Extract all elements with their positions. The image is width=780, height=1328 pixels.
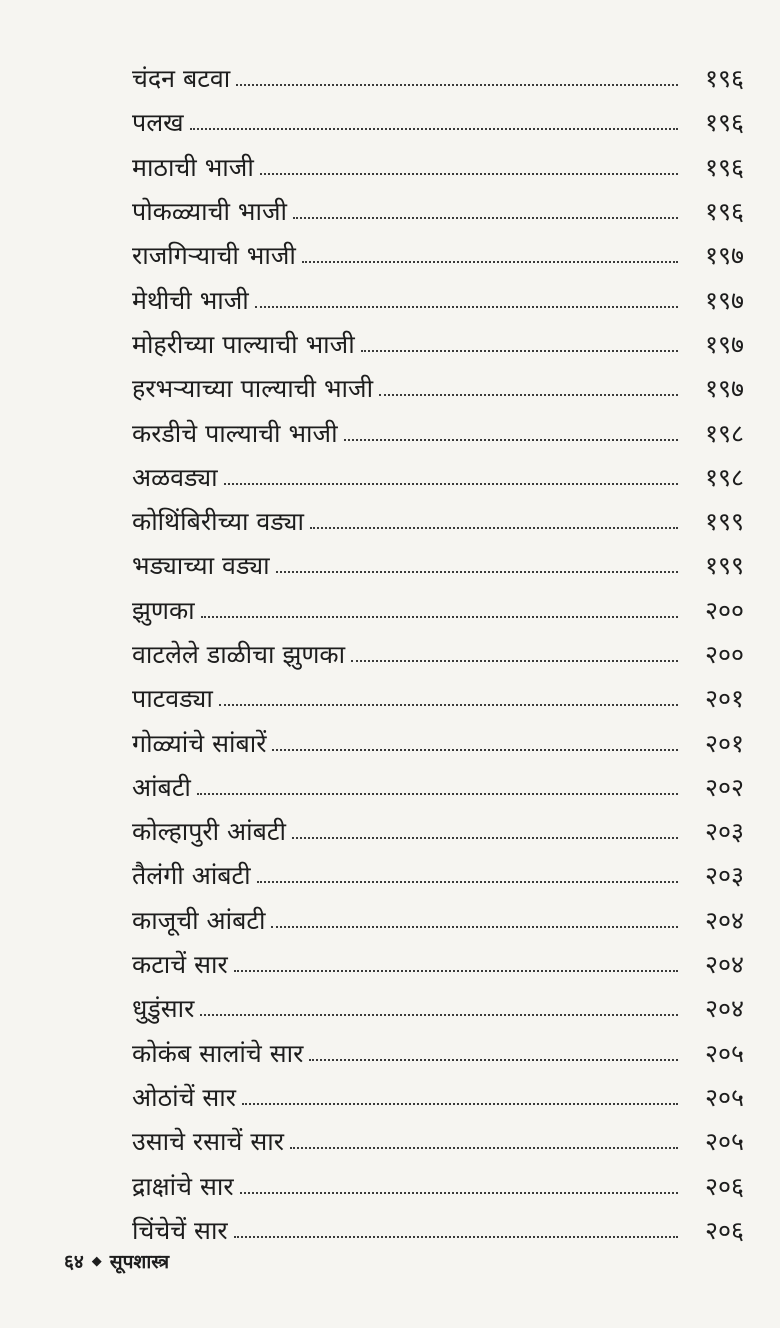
dot-leader [219, 704, 678, 706]
toc-entry-title: भड्याच्या वड्या [132, 551, 270, 581]
table-of-contents [132, 56, 744, 1252]
dot-leader [361, 350, 678, 352]
toc-entry-page-number: १९८ [704, 418, 744, 448]
dot-leader [190, 128, 678, 130]
toc-entry-page-number: १९६ [704, 64, 744, 94]
toc-entry-title: कोकंब सालांचे सार [132, 1038, 304, 1068]
toc-entry-page-number: २०६ [704, 1215, 744, 1245]
toc-entry-page-number: १९७ [704, 285, 744, 315]
toc-entry-title: चिंचेचें सार [132, 1215, 228, 1245]
toc-entry-title: मेथीची भाजी [132, 285, 249, 315]
toc-entry-title: पाटवड्या [132, 684, 213, 714]
toc-entry-page-number: २०१ [704, 684, 744, 714]
toc-entry [132, 986, 744, 1030]
toc-entry-title: राजगिऱ्याची भाजी [132, 241, 296, 271]
dot-leader [242, 1103, 678, 1105]
toc-entry-page-number: २०० [704, 595, 744, 625]
toc-entry [132, 56, 744, 100]
toc-entry-page-number: १९६ [704, 108, 744, 138]
toc-entry [132, 1208, 744, 1252]
toc-entry-title: काजूची आंबटी [132, 905, 266, 935]
toc-entry [132, 455, 744, 499]
dot-leader [271, 926, 678, 928]
toc-entry-page-number: १९७ [704, 241, 744, 271]
toc-entry-page-number: २०१ [704, 728, 744, 758]
dot-leader [236, 84, 678, 86]
dot-leader [272, 749, 678, 751]
toc-entry-title: पोकळ्याची भाजी [132, 197, 287, 227]
dot-leader [351, 660, 678, 662]
toc-entry-page-number: १९८ [704, 462, 744, 492]
toc-entry [132, 765, 744, 809]
toc-entry [132, 720, 744, 764]
toc-entry-page-number: २०५ [704, 1082, 744, 1112]
toc-entry [132, 100, 744, 144]
toc-entry-page-number: २०४ [704, 950, 744, 980]
toc-entry [132, 1031, 744, 1075]
toc-entry-title: मोहरीच्या पाल्याची भाजी [132, 329, 355, 359]
dot-leader [197, 793, 678, 795]
footer-page-number: ६४ [64, 1251, 84, 1273]
toc-entry-page-number: १९९ [704, 551, 744, 581]
toc-entry [132, 410, 744, 454]
toc-entry-page-number: १९९ [704, 507, 744, 537]
toc-entry [132, 233, 744, 277]
dot-leader [379, 394, 678, 396]
toc-entry [132, 632, 744, 676]
toc-entry-title: गोळ्यांचे सांबारें [132, 728, 267, 758]
toc-entry-page-number: २०४ [704, 994, 744, 1024]
toc-entry-title: चंदन बटवा [132, 64, 231, 94]
toc-entry-page-number: २०५ [704, 1038, 744, 1068]
toc-entry-page-number: २०३ [704, 861, 744, 891]
toc-entry [132, 277, 744, 321]
dot-leader [234, 1236, 678, 1238]
dot-leader [290, 1147, 678, 1149]
toc-entry-page-number: १९७ [704, 374, 744, 404]
dot-leader [293, 217, 678, 219]
dot-leader [260, 173, 678, 175]
toc-entry-title: उसाचे रसाचें सार [132, 1127, 284, 1157]
toc-entry-page-number: २०० [704, 640, 744, 669]
toc-entry [132, 499, 744, 543]
dot-leader [234, 970, 678, 972]
toc-entry [132, 898, 744, 942]
toc-entry-page-number: १९६ [704, 197, 744, 227]
toc-entry [132, 809, 744, 853]
toc-entry [132, 853, 744, 897]
toc-entry-title: कोथिंबिरीच्या वड्या [132, 507, 304, 537]
toc-entry-title: वाटलेले डाळीचा झुणका [132, 640, 346, 669]
toc-entry-page-number: २०५ [704, 1127, 744, 1157]
toc-entry [132, 1075, 744, 1119]
toc-entry [132, 543, 744, 587]
toc-entry-title: तैलंगी आंबटी [132, 861, 251, 891]
toc-entry [132, 366, 744, 410]
footer-book-title: सूपशास्त्र [109, 1251, 170, 1273]
toc-entry [132, 588, 744, 632]
toc-entry-title: आंबटी [132, 772, 191, 802]
toc-entry-title: धुडुंसार [132, 994, 195, 1024]
toc-entry [132, 322, 744, 366]
toc-entry-title: कटाचें सार [132, 950, 228, 980]
toc-entry-title: द्राक्षांचे सार [132, 1171, 234, 1201]
toc-entry-page-number: १९६ [704, 152, 744, 182]
toc-entry-title: माठाची भाजी [132, 152, 254, 182]
toc-entry [132, 1163, 744, 1207]
dot-leader [257, 881, 678, 883]
toc-entry-title: पलख [132, 108, 184, 138]
dot-leader [276, 571, 678, 573]
toc-entry [132, 189, 744, 233]
dot-leader [201, 616, 678, 618]
toc-entry-title: करडीचे पाल्याची भाजी [132, 418, 338, 448]
toc-entry-page-number: १९७ [704, 329, 744, 359]
dot-leader [310, 527, 678, 529]
toc-entry-page-number: २०४ [704, 905, 744, 935]
toc-entry [132, 1119, 744, 1163]
toc-entry-title: हरभऱ्याच्या पाल्याची भाजी [132, 374, 374, 404]
dot-leader [344, 439, 678, 441]
toc-entry-page-number: २०२ [704, 772, 744, 802]
toc-entry-title: कोल्हापुरी आंबटी [132, 817, 286, 847]
toc-entry-title: अळवड्या [132, 462, 218, 492]
dot-leader [302, 261, 678, 263]
toc-entry [132, 676, 744, 720]
dot-leader [240, 1192, 678, 1194]
toc-entry-page-number: २०६ [704, 1171, 744, 1201]
dot-leader [292, 837, 678, 839]
dot-leader [309, 1059, 678, 1061]
dot-leader [255, 306, 678, 308]
page-footer [64, 1248, 169, 1274]
toc-entry-title: ओठांचें सार [132, 1082, 236, 1112]
diamond-icon: ◆ [91, 1253, 102, 1269]
toc-entry [132, 942, 744, 986]
dot-leader [200, 1014, 678, 1016]
toc-entry-title: झुणका [132, 595, 195, 625]
toc-entry-page-number: २०३ [704, 817, 744, 847]
toc-entry [132, 145, 744, 189]
dot-leader [224, 483, 678, 485]
